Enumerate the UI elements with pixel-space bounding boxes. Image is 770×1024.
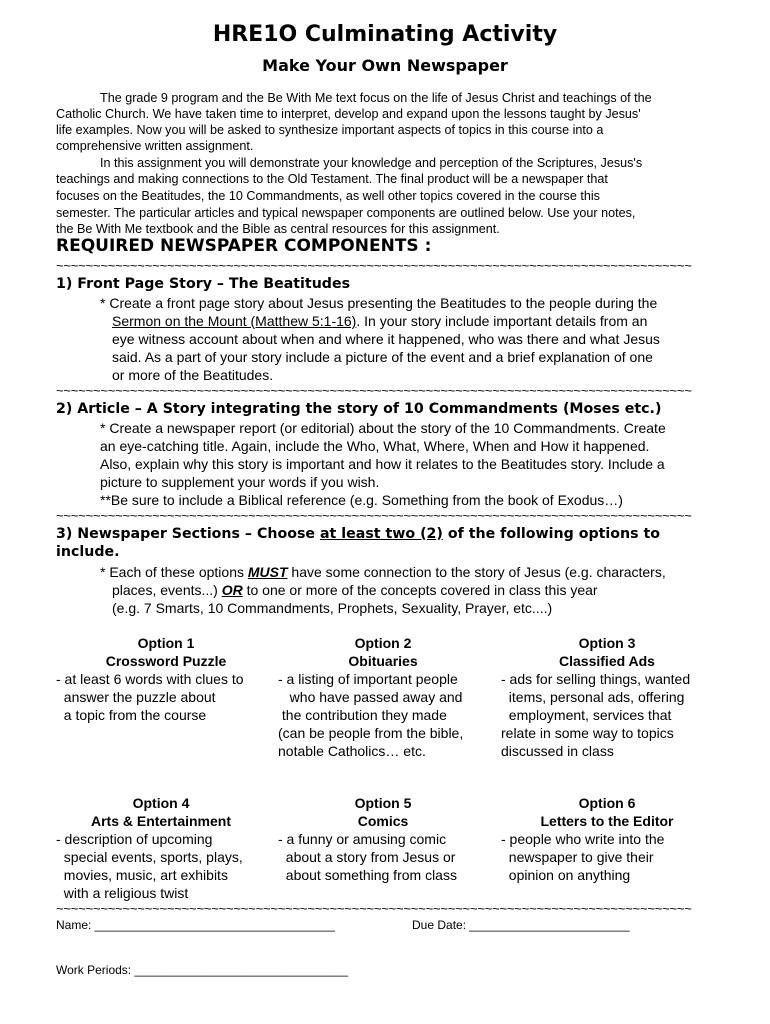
option-desc: newspaper to give their (501, 849, 654, 865)
section-3-line: (e.g. 7 Smarts, 10 Commandments, Prophets, Sexuality, Prayer, etc....) (112, 600, 553, 616)
scripture-reference: Sermon on the Mount (Matthew 5:1-16) (112, 313, 357, 329)
option-desc: notable Catholics… etc. (278, 743, 426, 759)
intro-line: the Be With Me textbook and the Bible as central resources for this assignment. (56, 222, 500, 236)
heading-emphasis: at least two (2) (319, 526, 443, 542)
option-4 (56, 794, 276, 902)
section-2-line: * Create a newspaper report (or editorial) about the story of the 10 Commandments. Create (100, 420, 666, 436)
section-1-line (112, 312, 647, 330)
section-2-line: picture to supplement your words if you wish. (100, 474, 380, 490)
divider: ~~~~~~~~~~~~~~~~~~~~~~~~~~~~~~~~~~~~~~~~~~~~~~~~~~~~~~~~~~~~~~~~~~~~~~~~~~~~~~~~~~~~~~ (56, 383, 692, 398)
option-desc: who have passed away and (278, 689, 463, 705)
work-periods-field[interactable]: Work Periods: ________________________________ (56, 963, 349, 977)
option-desc: items, personal ads, offering (501, 689, 685, 705)
must-emphasis: MUST (247, 564, 288, 580)
section-1-line: eye witness account about when and where it happened, who was there and what Jesus (112, 331, 660, 347)
name-field[interactable]: Name: ____________________________________ (56, 918, 335, 932)
option-desc: a topic from the course (56, 707, 207, 723)
intro-line: In this assignment you will demonstrate your knowledge and perception of the Scriptures, Jesus's (100, 156, 643, 170)
option-number: Option 3 (578, 635, 636, 651)
option-desc: employment, services that (501, 707, 672, 723)
option-desc: answer the puzzle about (56, 689, 216, 705)
option-name: Obituaries (348, 653, 418, 669)
intro-line: comprehensive written assignment. (56, 139, 254, 153)
option-desc: - description of upcoming (56, 831, 213, 847)
option-desc: the contribution they made (278, 707, 447, 723)
option-name: Classified Ads (559, 653, 655, 669)
required-components-heading: REQUIRED NEWSPAPER COMPONENTS : (56, 236, 432, 256)
option-desc: - a listing of important people (278, 671, 458, 687)
section-1-line: said. As a part of your story include a picture of the event and a brief explanation of one (112, 349, 653, 365)
section-3-line (112, 581, 598, 599)
section-2-line: Also, explain why this story is important and how it relates to the Beatitudes story. Include a (100, 456, 665, 472)
option-desc: - a funny or amusing comic (278, 831, 447, 847)
intro-line: focuses on the Beatitudes, the 10 Commandments, as well other topics covered in the course this (56, 189, 600, 203)
page-subtitle: Make Your Own Newspaper (262, 56, 508, 75)
divider: ~~~~~~~~~~~~~~~~~~~~~~~~~~~~~~~~~~~~~~~~~~~~~~~~~~~~~~~~~~~~~~~~~~~~~~~~~~~~~~~~~~~~~~ (56, 258, 692, 273)
heading-text: 3) Newspaper Sections – Choose (56, 526, 320, 542)
section-2-heading: 2) Article – A Story integrating the story of 10 Commandments (Moses etc.) (56, 401, 662, 417)
section-2-line: **Be sure to include a Biblical reference (e.g. Something from the book of Exodus…) (100, 492, 623, 508)
intro-line: Catholic Church. We have taken time to interpret, develop and expand upon the lessons taught by Jesus' (56, 107, 641, 121)
or-emphasis: OR (221, 582, 243, 598)
option-number: Option 1 (137, 635, 195, 651)
option-desc: - at least 6 words with clues to (56, 671, 244, 687)
option-desc: discussed in class (501, 743, 614, 759)
option-number: Option 6 (578, 795, 636, 811)
section-3-heading (56, 526, 660, 542)
option-1 (56, 634, 276, 724)
option-desc: about a story from Jesus or (278, 849, 456, 865)
option-number: Option 4 (132, 795, 190, 811)
option-desc: - people who write into the (501, 831, 665, 847)
option-desc: movies, music, art exhibits (56, 867, 228, 883)
section-2-line: an eye-catching title. Again, include the Who, What, Where, When and How it happened. (100, 438, 650, 454)
option-name: Comics (357, 813, 409, 829)
section-1-line: * Create a front page story about Jesus presenting the Beatitudes to the people during the (100, 295, 658, 311)
option-desc: with a religious twist (56, 885, 189, 901)
line-text: * Each of these options (100, 564, 248, 580)
divider: ~~~~~~~~~~~~~~~~~~~~~~~~~~~~~~~~~~~~~~~~~~~~~~~~~~~~~~~~~~~~~~~~~~~~~~~~~~~~~~~~~~~~~~ (56, 508, 692, 523)
option-desc: - ads for selling things, wanted (501, 671, 691, 687)
intro-line: semester. The particular articles and typical newspaper components are outlined below. Use your notes, (56, 206, 636, 220)
option-number: Option 5 (354, 795, 412, 811)
line-text: places, events...) (112, 582, 222, 598)
section-1-line-text: . In your story include important details from an (356, 313, 648, 329)
section-1-heading: 1) Front Page Story – The Beatitudes (56, 276, 351, 292)
option-5 (278, 794, 488, 884)
divider: ~~~~~~~~~~~~~~~~~~~~~~~~~~~~~~~~~~~~~~~~~~~~~~~~~~~~~~~~~~~~~~~~~~~~~~~~~~~~~~~~~~~~~~ (56, 901, 692, 916)
section-3-line (100, 563, 666, 581)
intro-line: The grade 9 program and the Be With Me text focus on the life of Jesus Christ and teachings of the (100, 91, 652, 105)
page-title: HRE1O Culminating Activity (212, 22, 558, 47)
intro-line: life examples. Now you will be asked to synthesize important aspects of topics in this course into a (56, 123, 604, 137)
option-desc: opinion on anything (501, 867, 631, 883)
option-2 (278, 634, 488, 760)
heading-text: of the following options to (442, 526, 661, 542)
option-name: Letters to the Editor (540, 813, 674, 829)
option-name: Crossword Puzzle (105, 653, 227, 669)
intro-line: teachings and making connections to the Old Testament. The final product will be a newspaper that (56, 172, 608, 186)
option-desc: special events, sports, plays, (56, 849, 243, 865)
option-3 (501, 634, 713, 760)
option-desc: (can be people from the bible, (278, 725, 464, 741)
section-3-heading-line2: include. (56, 544, 120, 560)
option-desc: relate in some way to topics (501, 725, 674, 741)
option-number: Option 2 (354, 635, 412, 651)
section-1-line: or more of the Beatitudes. (112, 367, 274, 383)
due-date-field[interactable]: Due Date: ________________________ (412, 918, 630, 932)
line-text: to one or more of the concepts covered in class this year (242, 582, 598, 598)
option-desc: about something from class (278, 867, 457, 883)
option-name: Arts & Entertainment (90, 813, 232, 829)
line-text: have some connection to the story of Jesus (e.g. characters, (287, 564, 666, 580)
option-6 (501, 794, 713, 884)
